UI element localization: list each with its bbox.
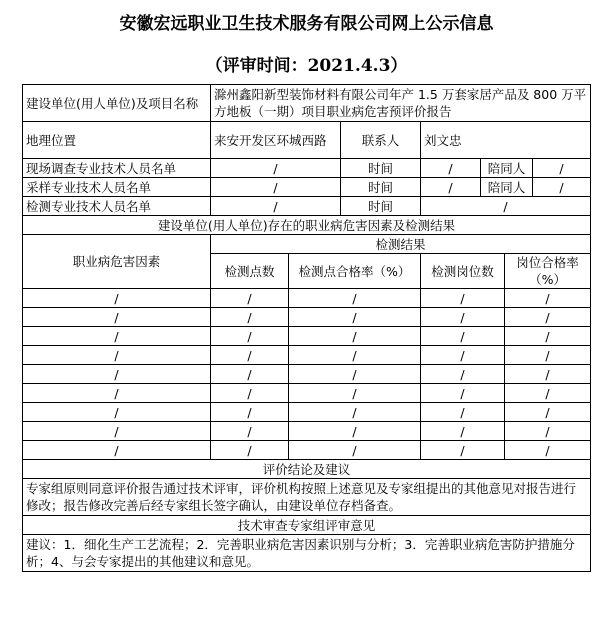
contact-value: 刘文忠 [421, 122, 591, 159]
cell-points: / [211, 365, 289, 384]
result-header: 检测结果 [211, 235, 591, 254]
cell-posts: / [421, 346, 505, 365]
cell-factor: / [23, 441, 211, 460]
review-time: （评审时间：2021.4.3） [205, 56, 408, 76]
unit-value: 滁州鑫阳新型装饰材料有限公司年产 1.5 万套家居产品及 800 万平方地板（一期）项目职业病危害预评价报告 [211, 85, 591, 122]
cell-post-rate: / [505, 365, 591, 384]
cell-points: / [211, 441, 289, 460]
testing-time-label: 时间 [341, 197, 421, 216]
cell-points: / [211, 327, 289, 346]
cell-post-rate: / [505, 441, 591, 460]
testing-row [23, 197, 591, 216]
cell-posts: / [421, 327, 505, 346]
factor-header: 职业病危害因素 [23, 235, 211, 289]
col-header-points: 检测点数 [211, 254, 289, 289]
review-text-row [23, 535, 591, 572]
cell-factor: / [23, 384, 211, 403]
cell-point-rate: / [289, 365, 421, 384]
cell-posts: / [421, 384, 505, 403]
cell-post-rate: / [505, 327, 591, 346]
sampling-row [23, 178, 591, 197]
cell-factor: / [23, 289, 211, 308]
cell-post-rate: / [505, 403, 591, 422]
cell-posts: / [421, 308, 505, 327]
sampling-escort: / [533, 178, 591, 197]
survey-escort-label: 陪同人 [481, 159, 533, 178]
cell-point-rate: / [289, 441, 421, 460]
testing-names: / [211, 197, 341, 216]
table-row [23, 422, 591, 441]
unit-row [23, 85, 591, 122]
cell-points: / [211, 289, 289, 308]
survey-escort: / [533, 159, 591, 178]
cell-points: / [211, 422, 289, 441]
page-title: 安徽宏远职业卫生技术服务有限公司网上公示信息 [119, 14, 494, 34]
cell-point-rate: / [289, 422, 421, 441]
hazard-section-title: 建设单位(用人单位)存在的职业病危害因素及检测结果 [23, 216, 591, 235]
table-row [23, 365, 591, 384]
table-row [23, 441, 591, 460]
col-header-posts: 检测岗位数 [421, 254, 505, 289]
contact-label: 联系人 [341, 122, 421, 159]
cell-point-rate: / [289, 327, 421, 346]
testing-label: 检测专业技术人员名单 [23, 197, 211, 216]
hazard-section-row [23, 216, 591, 235]
cell-post-rate: / [505, 289, 591, 308]
cell-posts: / [421, 422, 505, 441]
cell-factor: / [23, 365, 211, 384]
survey-time: / [421, 159, 481, 178]
sampling-time: / [421, 178, 481, 197]
cell-posts: / [421, 441, 505, 460]
review-title-row [23, 516, 591, 535]
cell-factor: / [23, 346, 211, 365]
cell-point-rate: / [289, 403, 421, 422]
cell-point-rate: / [289, 384, 421, 403]
location-value: 来安开发区环城西路 [211, 122, 341, 159]
review-text: 建议：1．细化生产工艺流程；2．完善职业病危害因素识别与分析；3．完善职业病危害防护措施分析；4、与会专家提出的其他建议和意见。 [23, 535, 591, 572]
col-header-point-rate: 检测点合格率（%） [289, 254, 421, 289]
conclusion-title-row [23, 460, 591, 479]
survey-row [23, 159, 591, 178]
cell-point-rate: / [289, 289, 421, 308]
conclusion-text: 专家组原则同意评价报告通过技术评审，评价机构按照上述意见及专家组提出的其他意见对报告进行修改；报告修改完善后经专家组长签字确认，由建设单位存档备查。 [23, 479, 591, 516]
sampling-label: 采样专业技术人员名单 [23, 178, 211, 197]
review-title: 技术审查专家组评审意见 [23, 516, 591, 535]
testing-time: / [421, 197, 591, 216]
cell-points: / [211, 403, 289, 422]
cell-posts: / [421, 365, 505, 384]
hazard-header-row-1 [23, 235, 591, 254]
conclusion-title: 评价结论及建议 [23, 460, 591, 479]
table-row [23, 403, 591, 422]
sampling-time-label: 时间 [341, 178, 421, 197]
cell-post-rate: / [505, 384, 591, 403]
conclusion-text-row [23, 479, 591, 516]
location-row [23, 122, 591, 159]
survey-time-label: 时间 [341, 159, 421, 178]
sampling-names: / [211, 178, 341, 197]
cell-post-rate: / [505, 422, 591, 441]
cell-point-rate: / [289, 346, 421, 365]
location-label: 地理位置 [23, 122, 211, 159]
cell-factor: / [23, 422, 211, 441]
col-header-post-rate: 岗位合格率（%） [505, 254, 591, 289]
cell-factor: / [23, 403, 211, 422]
table-row [23, 308, 591, 327]
info-table [22, 84, 591, 572]
cell-posts: / [421, 403, 505, 422]
table-row [23, 289, 591, 308]
sampling-escort-label: 陪同人 [481, 178, 533, 197]
cell-point-rate: / [289, 308, 421, 327]
cell-factor: / [23, 308, 211, 327]
cell-post-rate: / [505, 308, 591, 327]
cell-points: / [211, 308, 289, 327]
cell-points: / [211, 346, 289, 365]
unit-label: 建设单位(用人单位)及项目名称 [23, 85, 211, 122]
cell-posts: / [421, 289, 505, 308]
table-row [23, 384, 591, 403]
cell-post-rate: / [505, 346, 591, 365]
cell-points: / [211, 384, 289, 403]
survey-label: 现场调查专业技术人员名单 [23, 159, 211, 178]
survey-names: / [211, 159, 341, 178]
table-row [23, 327, 591, 346]
cell-factor: / [23, 327, 211, 346]
table-row [23, 346, 591, 365]
